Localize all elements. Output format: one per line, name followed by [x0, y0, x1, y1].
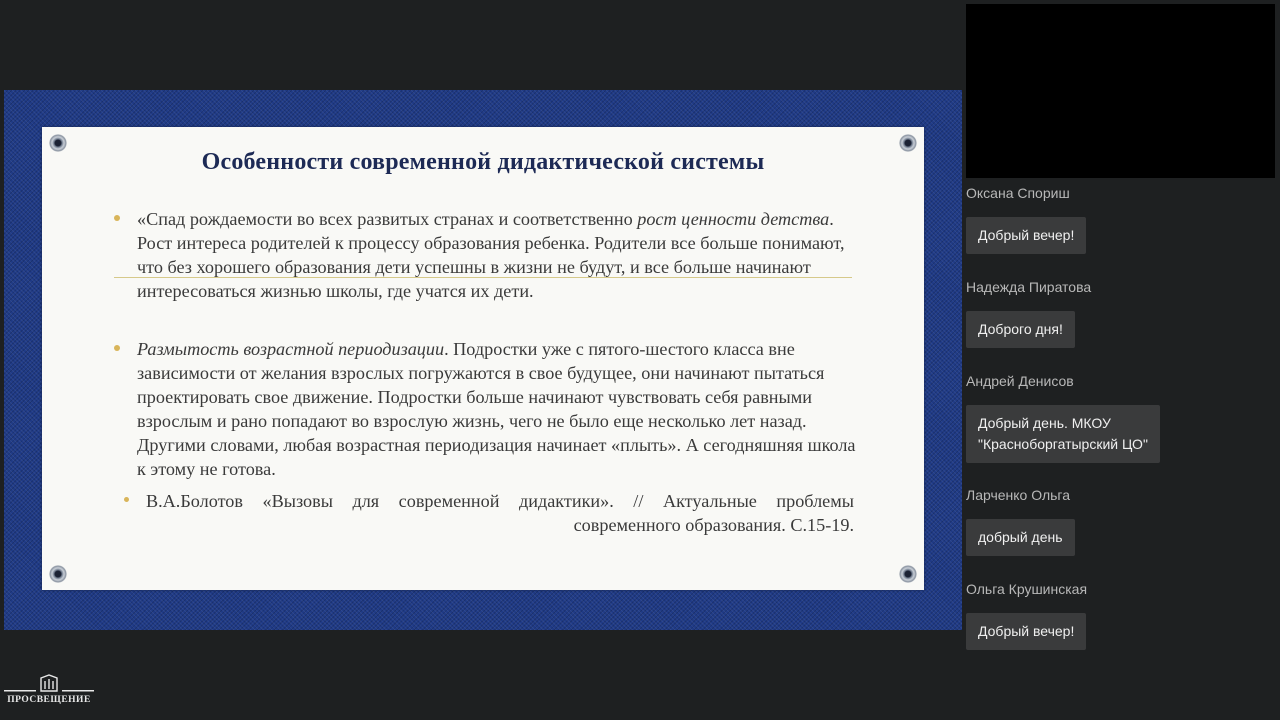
- chat-message: Добрый вечер!: [966, 217, 1086, 254]
- bullet-icon: [124, 497, 129, 502]
- chat-author: Ларченко Ольга: [966, 487, 1071, 503]
- chat-message: добрый день: [966, 519, 1075, 556]
- logo-mark-icon: [4, 674, 94, 696]
- video-tile: [966, 4, 1275, 178]
- paragraph-text: . Подростки уже с пятого-шестого класса вне зависимости от желания взрослых погружаются в свое будущее, они начинают пытаться проектировать свое движение. Подростки больше начинают чувствовать себя равными взрослым и рано попадают во взрослую жизнь, чего не было еще несколько лет назад. Другими словами, любая возрастная периодизация начинает «плыть». А сегодняшняя школа к этому не готова.: [137, 339, 856, 479]
- slide-paragraph-1: [137, 207, 857, 303]
- slide-paragraph-2: [137, 337, 862, 481]
- bullet-icon: [114, 345, 120, 351]
- annotation-underline: [114, 277, 852, 278]
- paragraph-text: . Рост интереса родителей к процессу образования ребенка. Родители все больше понимают, что без хорошего образования дети успешны в жизни не будут, и все больше начинают интересоваться жизнью школы, где учатся их дети.: [137, 209, 845, 301]
- slide-paper: [42, 127, 924, 590]
- chat-author: Оксана Спориш: [966, 185, 1070, 201]
- slide-title: Особенности современной дидактической системы: [201, 149, 765, 175]
- slide-citation: В.А.Болотов «Вызовы для современной дидактики». // Актуальные проблемы современного образования. С.15-19.: [146, 491, 854, 535]
- chat-author: Ольга Крушинская: [966, 581, 1088, 597]
- chat-author: Андрей Денисов: [966, 373, 1074, 389]
- pushpin-icon: [49, 565, 67, 583]
- prosveshchenie-logo: [4, 674, 94, 710]
- chat-message: Доброго дня!: [966, 311, 1075, 348]
- chat-author: Надежда Пиратова: [966, 279, 1092, 295]
- paragraph-emphasis: рост ценности детства: [637, 209, 830, 229]
- bullet-icon: [114, 215, 120, 221]
- chat-message: Добрый день. МКОУ "Красноборгатырский ЦО": [966, 405, 1160, 463]
- logo-text: ПРОСВЕЩЕНИЕ: [7, 695, 91, 705]
- presentation-slide: [4, 90, 962, 630]
- pushpin-icon: [899, 565, 917, 583]
- paragraph-text: «Спад рождаемости во всех развитых странах и соответственно: [137, 209, 638, 229]
- chat-message: Добрый вечер!: [966, 613, 1086, 650]
- paragraph-emphasis: Размытость возрастной периодизации: [137, 339, 445, 359]
